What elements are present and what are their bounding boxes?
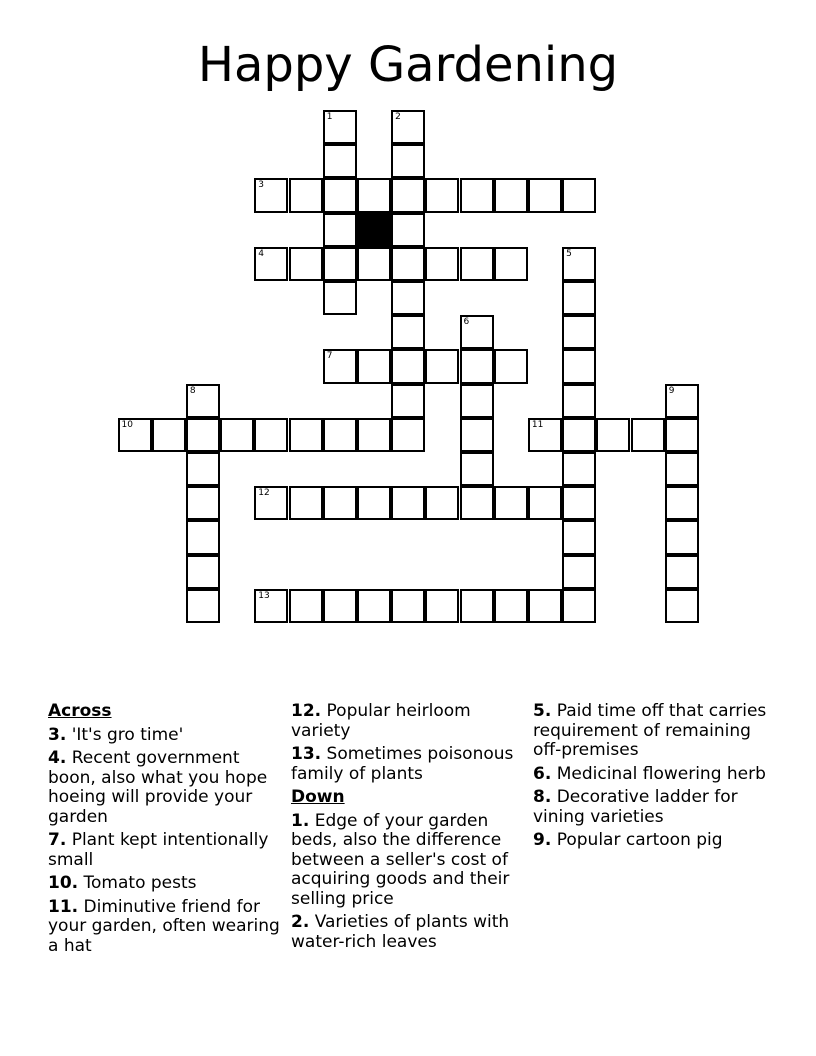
grid-cell[interactable] (562, 555, 596, 589)
grid-cell[interactable] (494, 349, 528, 383)
grid-cell[interactable] (323, 213, 357, 247)
clues-column-2 (291, 702, 525, 956)
grid-cell[interactable] (254, 418, 288, 452)
grid-cell[interactable] (391, 349, 425, 383)
grid-cell[interactable] (186, 452, 220, 486)
grid-cell[interactable] (289, 418, 323, 452)
clue (291, 745, 525, 784)
grid-cell[interactable] (528, 178, 562, 212)
clue (48, 749, 282, 827)
down-clue-list-continued (533, 702, 767, 851)
grid-cell[interactable] (186, 520, 220, 554)
clue-number-label: 10. (48, 873, 79, 893)
clue-text: Popular cartoon pig (556, 830, 723, 850)
grid-cell[interactable] (289, 486, 323, 520)
clue-text: Paid time off that carries requirement of remaining off-premises (533, 701, 767, 760)
clue (48, 726, 282, 746)
grid-cell[interactable] (391, 178, 425, 212)
grid-cell[interactable] (357, 349, 391, 383)
clue (533, 702, 767, 761)
clue-number: 3 (258, 180, 265, 191)
grid-cell[interactable] (460, 418, 494, 452)
grid-cell[interactable] (186, 589, 220, 623)
down-heading: Down (291, 787, 345, 807)
grid-cell[interactable] (665, 418, 699, 452)
clue-number-label: 13. (291, 744, 322, 764)
grid-cell[interactable] (562, 418, 596, 452)
clue-text: Recent government boon, also what you hope hoeing will provide your garden (48, 748, 268, 827)
grid-cell[interactable] (357, 589, 391, 623)
grid-cell[interactable] (494, 247, 528, 281)
grid-cell[interactable] (425, 247, 459, 281)
clue (48, 898, 282, 957)
grid-cell[interactable] (289, 247, 323, 281)
clue-number-label: 3. (48, 724, 67, 745)
grid-cell[interactable] (631, 418, 665, 452)
grid-cell[interactable] (323, 247, 357, 281)
down-clue-list (291, 812, 525, 953)
grid-cell[interactable] (220, 418, 254, 452)
grid-cell[interactable] (562, 384, 596, 418)
grid-cell[interactable] (323, 486, 357, 520)
grid-cell[interactable] (494, 178, 528, 212)
grid-cell[interactable] (494, 589, 528, 623)
grid-cell[interactable] (186, 555, 220, 589)
clue-number: 11 (531, 419, 544, 430)
grid-cell[interactable] (596, 418, 630, 452)
grid-cell[interactable] (665, 486, 699, 520)
clue-number-label: 5. (533, 701, 552, 721)
clue-text: Varieties of plants with water-rich leaves (291, 912, 510, 952)
clue (291, 812, 525, 910)
grid-cell[interactable] (357, 418, 391, 452)
clue-number-label: 2. (291, 912, 310, 932)
grid-cell[interactable] (562, 281, 596, 315)
grid-cell[interactable] (665, 520, 699, 554)
grid-cell[interactable] (528, 589, 562, 623)
grid-cell[interactable] (289, 589, 323, 623)
clue-number: 13 (258, 590, 270, 601)
clues-column-1 (48, 702, 282, 960)
grid-cell[interactable] (391, 144, 425, 178)
grid-cell[interactable] (323, 144, 357, 178)
grid-cell[interactable] (391, 281, 425, 315)
clue-text: Edge of your garden beds, also the difference between a seller's cost of acquiring goods and their selling price (291, 810, 510, 909)
across-clue-list (48, 726, 282, 957)
clue-number-label: 12. (291, 701, 322, 721)
clue-text: Tomato pests (83, 873, 197, 893)
clue-number: 2 (395, 112, 401, 122)
clue (291, 913, 525, 952)
grid-cell[interactable] (391, 213, 425, 247)
grid-cell[interactable] (425, 486, 459, 520)
clue-number-label: 4. (48, 748, 67, 768)
clue-number-label: 6. (533, 763, 552, 784)
grid-cell[interactable] (186, 418, 220, 452)
clue (533, 788, 767, 827)
clue-number: 9 (668, 385, 675, 396)
puzzle-title: Happy Gardening (197, 37, 619, 93)
grid-cell[interactable] (460, 452, 494, 486)
grid-cell[interactable] (254, 247, 288, 281)
grid-cell[interactable] (665, 589, 699, 623)
grid-cell[interactable] (460, 486, 494, 520)
grid-cell[interactable] (528, 418, 562, 452)
clue-text: 'It's gro time' (71, 724, 184, 745)
grid-cell[interactable] (665, 555, 699, 589)
grid-cell[interactable] (254, 589, 288, 623)
grid-cell[interactable] (460, 589, 494, 623)
clue-number: 1 (326, 112, 333, 122)
grid-cell[interactable] (425, 589, 459, 623)
grid-cell[interactable] (460, 178, 494, 212)
grid-cell[interactable] (562, 520, 596, 554)
grid-cell[interactable] (460, 315, 494, 349)
clue-number: 10 (121, 419, 133, 430)
clue (48, 831, 282, 870)
clue-text: Decorative ladder for vining varieties (533, 787, 738, 827)
grid-cell[interactable] (391, 247, 425, 281)
grid-cell[interactable] (562, 589, 596, 623)
grid-cell[interactable] (391, 384, 425, 418)
grid-cell[interactable] (323, 178, 357, 212)
grid-cell[interactable] (562, 315, 596, 349)
clue-text: Medicinal flowering herb (556, 763, 766, 784)
grid-cell[interactable] (425, 349, 459, 383)
clue-text: Popular heirloom variety (291, 701, 471, 741)
grid-cell[interactable] (357, 247, 391, 281)
grid-cell[interactable] (152, 418, 186, 452)
grid-cell[interactable] (391, 315, 425, 349)
grid-cell[interactable] (528, 486, 562, 520)
grid-cell[interactable] (357, 486, 391, 520)
grid-cell[interactable] (460, 349, 494, 383)
grid-cell[interactable] (323, 281, 357, 315)
clue-number-label: 11. (48, 896, 79, 917)
grid-cell[interactable] (494, 486, 528, 520)
clue-number: 12 (258, 488, 270, 499)
clue-number: 7 (326, 351, 333, 362)
grid-cell[interactable] (562, 247, 596, 281)
clue-number-label: 7. (48, 830, 67, 850)
grid-cell[interactable] (323, 418, 357, 452)
grid-cell[interactable] (391, 418, 425, 452)
clue-text: Sometimes poisonous family of plants (291, 744, 514, 784)
grid-cell[interactable] (186, 486, 220, 520)
grid-cell[interactable] (391, 589, 425, 623)
clue-number-label: 9. (533, 830, 552, 850)
grid-cell[interactable] (118, 418, 152, 452)
clue-number: 8 (189, 385, 196, 396)
grid-cell[interactable] (391, 486, 425, 520)
grid-cell[interactable] (562, 452, 596, 486)
clues-column-3 (533, 702, 767, 855)
grid-cell[interactable] (562, 178, 596, 212)
grid-cell[interactable] (254, 486, 288, 520)
grid-cell[interactable] (562, 486, 596, 520)
grid-cell[interactable] (254, 178, 288, 212)
clue (533, 831, 767, 851)
across-heading: Across (48, 701, 112, 721)
clue (48, 874, 282, 894)
grid-cell[interactable] (323, 349, 357, 383)
grid-cell[interactable] (323, 110, 357, 144)
clue-number: 5 (566, 248, 572, 259)
clue (533, 765, 767, 785)
grid-cell[interactable] (460, 384, 494, 418)
clue-number-label: 8. (533, 787, 552, 807)
block-cell (357, 213, 391, 247)
clue-text: Plant kept intentionally small (48, 830, 269, 870)
grid-cell[interactable] (289, 178, 323, 212)
clue-number: 6 (463, 317, 470, 328)
clue-text: Diminutive friend for your garden, often wearing a hat (48, 896, 280, 956)
clue (291, 702, 525, 741)
across-clue-list-continued (291, 702, 525, 784)
grid-cell[interactable] (562, 349, 596, 383)
grid-cell[interactable] (186, 384, 220, 418)
grid-cell[interactable] (425, 178, 459, 212)
grid-cell[interactable] (665, 452, 699, 486)
clue-number-label: 1. (291, 810, 310, 831)
grid-cell[interactable] (323, 589, 357, 623)
grid-cell[interactable] (357, 178, 391, 212)
clue-number: 4 (258, 248, 265, 259)
grid-cell[interactable] (391, 110, 425, 144)
grid-cell[interactable] (460, 247, 494, 281)
grid-cell[interactable] (665, 384, 699, 418)
